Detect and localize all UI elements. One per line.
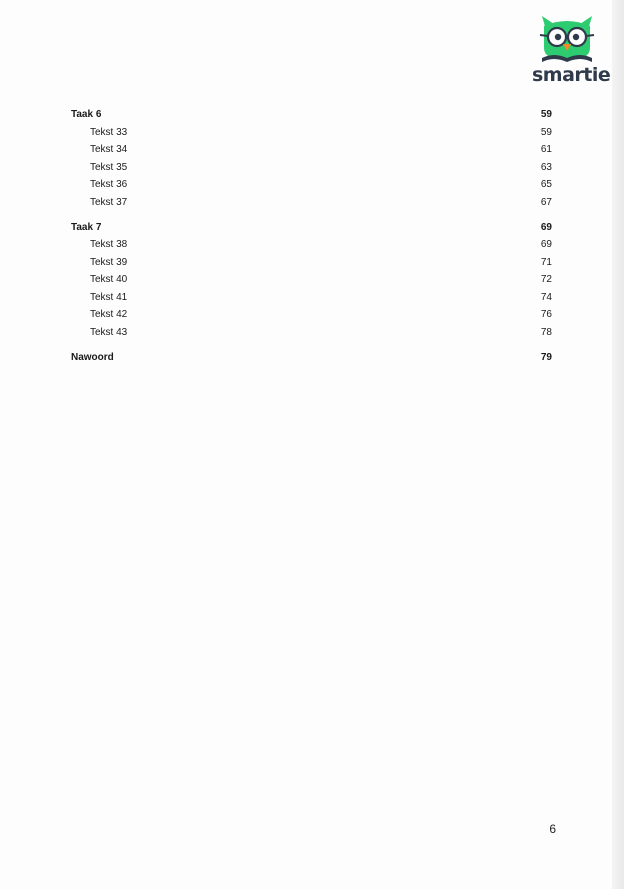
toc-item-label: Tekst 42: [90, 309, 128, 320]
toc-section-title: Taak 7: [71, 222, 102, 233]
toc-item-tekst-39[interactable]: [0, 255, 624, 271]
toc-item-label: Tekst 41: [90, 291, 128, 303]
toc-section-title: Nawoord: [71, 352, 114, 363]
toc-item-label: Tekst 39: [90, 256, 128, 268]
toc-page-number: 65: [540, 179, 552, 190]
toc-page-number: 79: [540, 352, 552, 363]
toc-item-tekst-34[interactable]: [0, 142, 624, 158]
toc-item-tekst-41[interactable]: [0, 290, 624, 306]
smartie-logo: [528, 14, 611, 86]
toc-section-taak-6[interactable]: [0, 107, 624, 123]
toc-item-tekst-35[interactable]: [0, 160, 624, 176]
toc-item-label: Tekst 38: [90, 239, 128, 250]
toc-page-number: 69: [540, 222, 552, 233]
toc-page-number: 76: [540, 309, 552, 320]
toc-item-tekst-42[interactable]: [0, 307, 624, 323]
toc-page-number: 63: [540, 161, 552, 173]
toc-page-number: 67: [540, 196, 552, 208]
toc-section-taak-7[interactable]: [0, 220, 624, 236]
toc-item-tekst-37[interactable]: [0, 195, 624, 211]
toc-page-number: 59: [540, 126, 552, 138]
toc-item-label: Tekst 37: [90, 196, 128, 208]
toc-page-number: 72: [540, 274, 552, 285]
toc-page-number: 74: [540, 291, 552, 303]
toc-item-label: Tekst 36: [90, 179, 128, 190]
toc-item-label: Tekst 35: [90, 161, 128, 173]
toc-item-label: Tekst 40: [90, 274, 128, 285]
toc-section-nawoord[interactable]: [0, 350, 624, 366]
toc-page-number: 59: [540, 109, 552, 120]
toc-item-tekst-38[interactable]: [0, 237, 624, 253]
toc-item-tekst-36[interactable]: [0, 177, 624, 193]
toc-section-title: Taak 6: [71, 109, 102, 120]
toc-item-tekst-40[interactable]: [0, 272, 624, 288]
toc-item-label: Tekst 43: [90, 326, 128, 338]
toc-page-number: 61: [540, 144, 552, 155]
toc-page-number: 71: [540, 256, 552, 268]
toc-page-number: 69: [540, 239, 552, 250]
toc-item-label: Tekst 33: [90, 126, 128, 138]
toc-page-number: 78: [540, 326, 552, 338]
owl-icon: [538, 14, 596, 64]
page-number: 6: [549, 822, 556, 836]
toc-item-tekst-33[interactable]: [0, 125, 624, 141]
toc-item-tekst-43[interactable]: [0, 325, 624, 341]
logo-wordmark: smartie: [532, 64, 611, 86]
toc-item-label: Tekst 34: [90, 144, 128, 155]
